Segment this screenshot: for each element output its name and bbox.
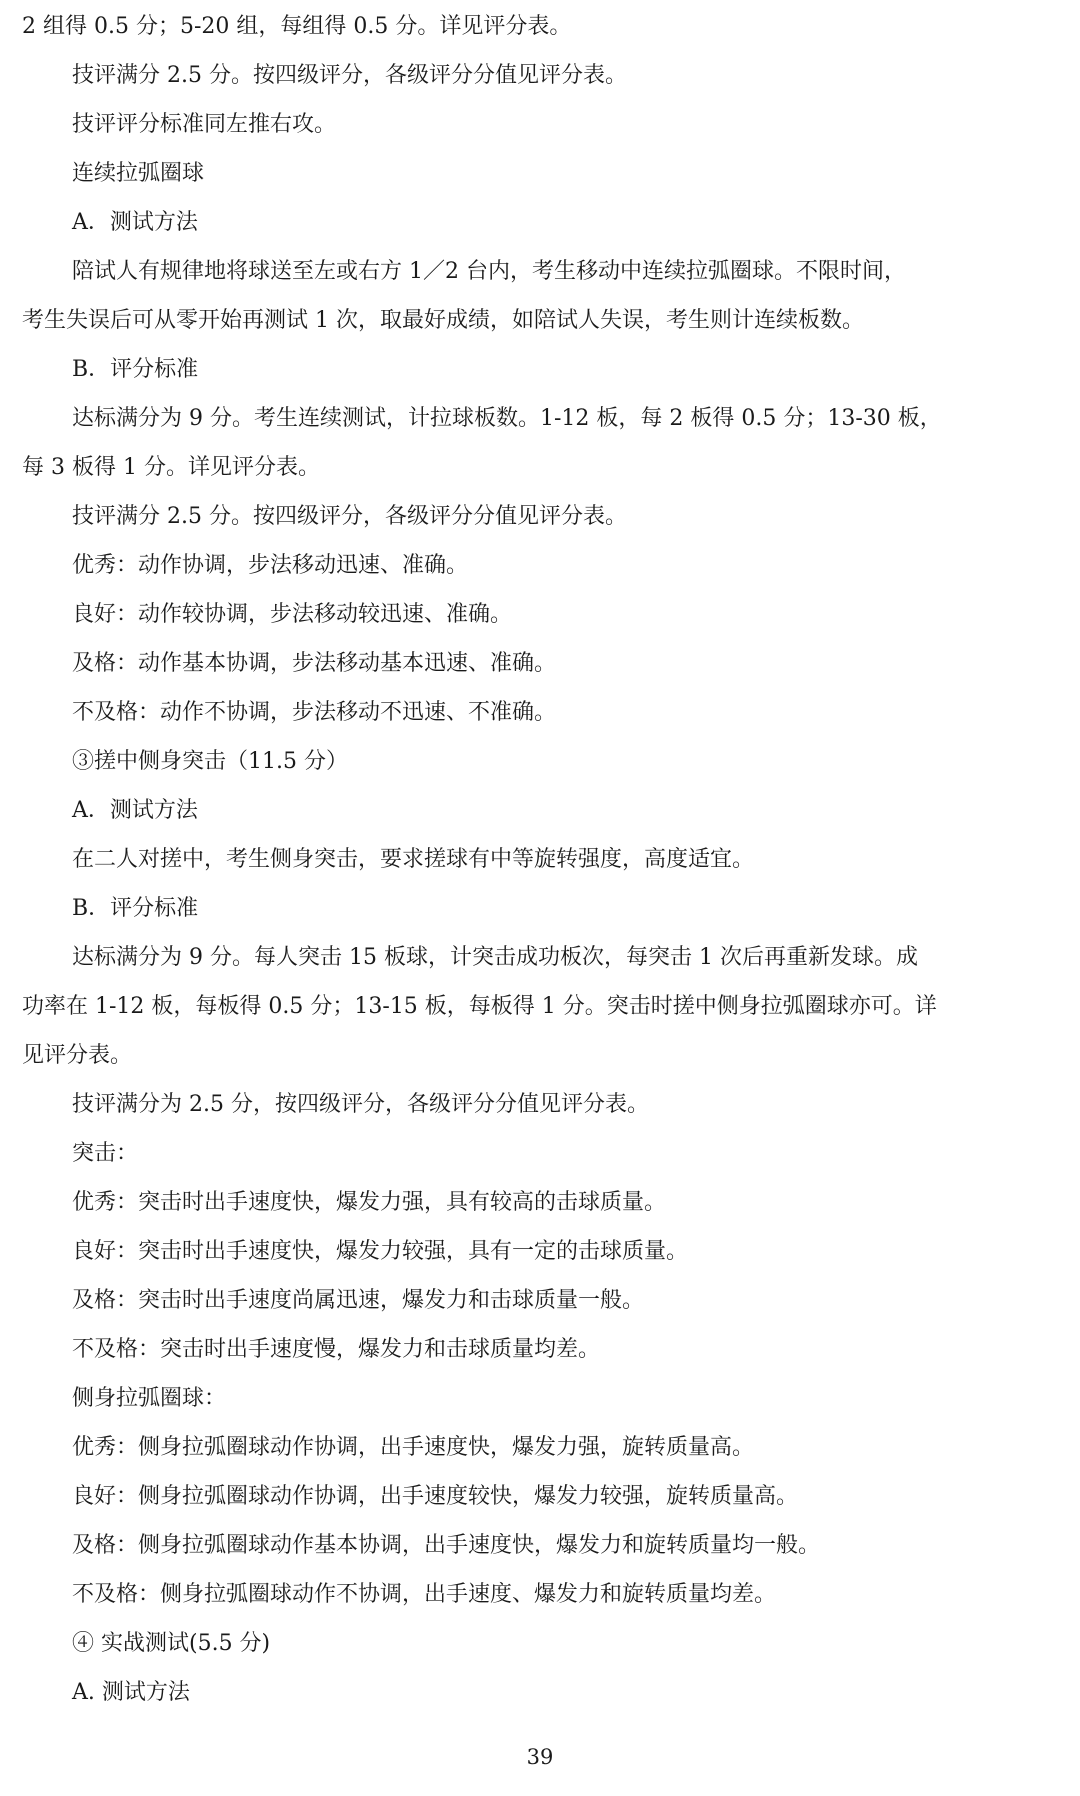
- subsection-heading: B．评分标准: [72, 357, 199, 382]
- text-line: 2 组得 0.5 分；5-20 组，每组得 0.5 分。详见评分表。: [22, 14, 572, 39]
- grade-item: 良好：动作较协调，步法移动较迅速、准确。: [72, 602, 513, 627]
- grade-item: 不及格：动作不协调，步法移动不迅速、不准确。: [72, 700, 557, 725]
- grade-item: 良好：侧身拉弧圈球动作协调，出手速度较快，爆发力较强，旋转质量高。: [72, 1484, 799, 1509]
- subsection-heading: B．评分标准: [72, 896, 199, 921]
- text-line: 见评分表。: [22, 1043, 133, 1068]
- text-line: 技评评分标准同左推右攻。: [72, 112, 337, 137]
- category-label: 侧身拉弧圈球：: [72, 1386, 227, 1411]
- grade-item: 优秀：突击时出手速度快，爆发力强，具有较高的击球质量。: [72, 1190, 667, 1215]
- text-line: 技评满分 2.5 分。按四级评分，各级评分分值见评分表。: [72, 63, 627, 88]
- section-heading: ④ 实战测试(5.5 分): [72, 1631, 271, 1656]
- grade-item: 不及格：突击时出手速度慢，爆发力和击球质量均差。: [72, 1337, 601, 1362]
- text-line: 达标满分为 9 分。每人突击 15 板球，计突击成功板次，每突击 1 次后再重新发球。成: [72, 945, 918, 970]
- text-line: 功率在 1-12 板，每板得 0.5 分；13-15 板，每板得 1 分。突击时搓中侧身拉弧圈球亦可。详: [22, 994, 937, 1019]
- grade-item: 优秀：动作协调，步法移动迅速、准确。: [72, 553, 469, 578]
- page-number: 39: [526, 1745, 554, 1769]
- section-heading: ③搓中侧身突击（11.5 分）: [72, 749, 348, 774]
- subsection-heading: A．测试方法: [72, 210, 198, 235]
- text-line: 考生失误后可从零开始再测试 1 次，取最好成绩，如陪试人失误，考生则计连续板数。: [22, 308, 864, 333]
- text-line: 技评满分为 2.5 分，按四级评分，各级评分分值见评分表。: [72, 1092, 649, 1117]
- grade-item: 不及格：侧身拉弧圈球动作不协调，出手速度、爆发力和旋转质量均差。: [72, 1582, 777, 1607]
- section-heading: 连续拉弧圈球: [72, 161, 205, 186]
- grade-item: 及格：侧身拉弧圈球动作基本协调，出手速度快，爆发力和旋转质量均一般。: [72, 1533, 821, 1558]
- text-line: 达标满分为 9 分。考生连续测试，计拉球板数。1-12 板，每 2 板得 0.5 分；13-30 板，: [72, 406, 942, 431]
- text-line: 技评满分 2.5 分。按四级评分，各级评分分值见评分表。: [72, 504, 627, 529]
- grade-item: 良好：突击时出手速度快，爆发力较强，具有一定的击球质量。: [72, 1239, 689, 1264]
- text-line: 陪试人有规律地将球送至左或右方 1／2 台内，考生移动中连续拉弧圈球。不限时间，: [72, 259, 906, 284]
- category-label: 突击：: [72, 1141, 139, 1166]
- document-body: [22, 2, 1062, 1717]
- grade-item: 及格：突击时出手速度尚属迅速，爆发力和击球质量一般。: [72, 1288, 645, 1313]
- subsection-heading: A．测试方法: [72, 798, 198, 823]
- text-line: 每 3 板得 1 分。详见评分表。: [22, 455, 320, 480]
- subsection-heading: A. 测试方法: [72, 1680, 190, 1705]
- text-line: 在二人对搓中，考生侧身突击，要求搓球有中等旋转强度，高度适宜。: [72, 847, 755, 872]
- grade-item: 及格：动作基本协调，步法移动基本迅速、准确。: [72, 651, 557, 676]
- grade-item: 优秀：侧身拉弧圈球动作协调，出手速度快，爆发力强，旋转质量高。: [72, 1435, 755, 1460]
